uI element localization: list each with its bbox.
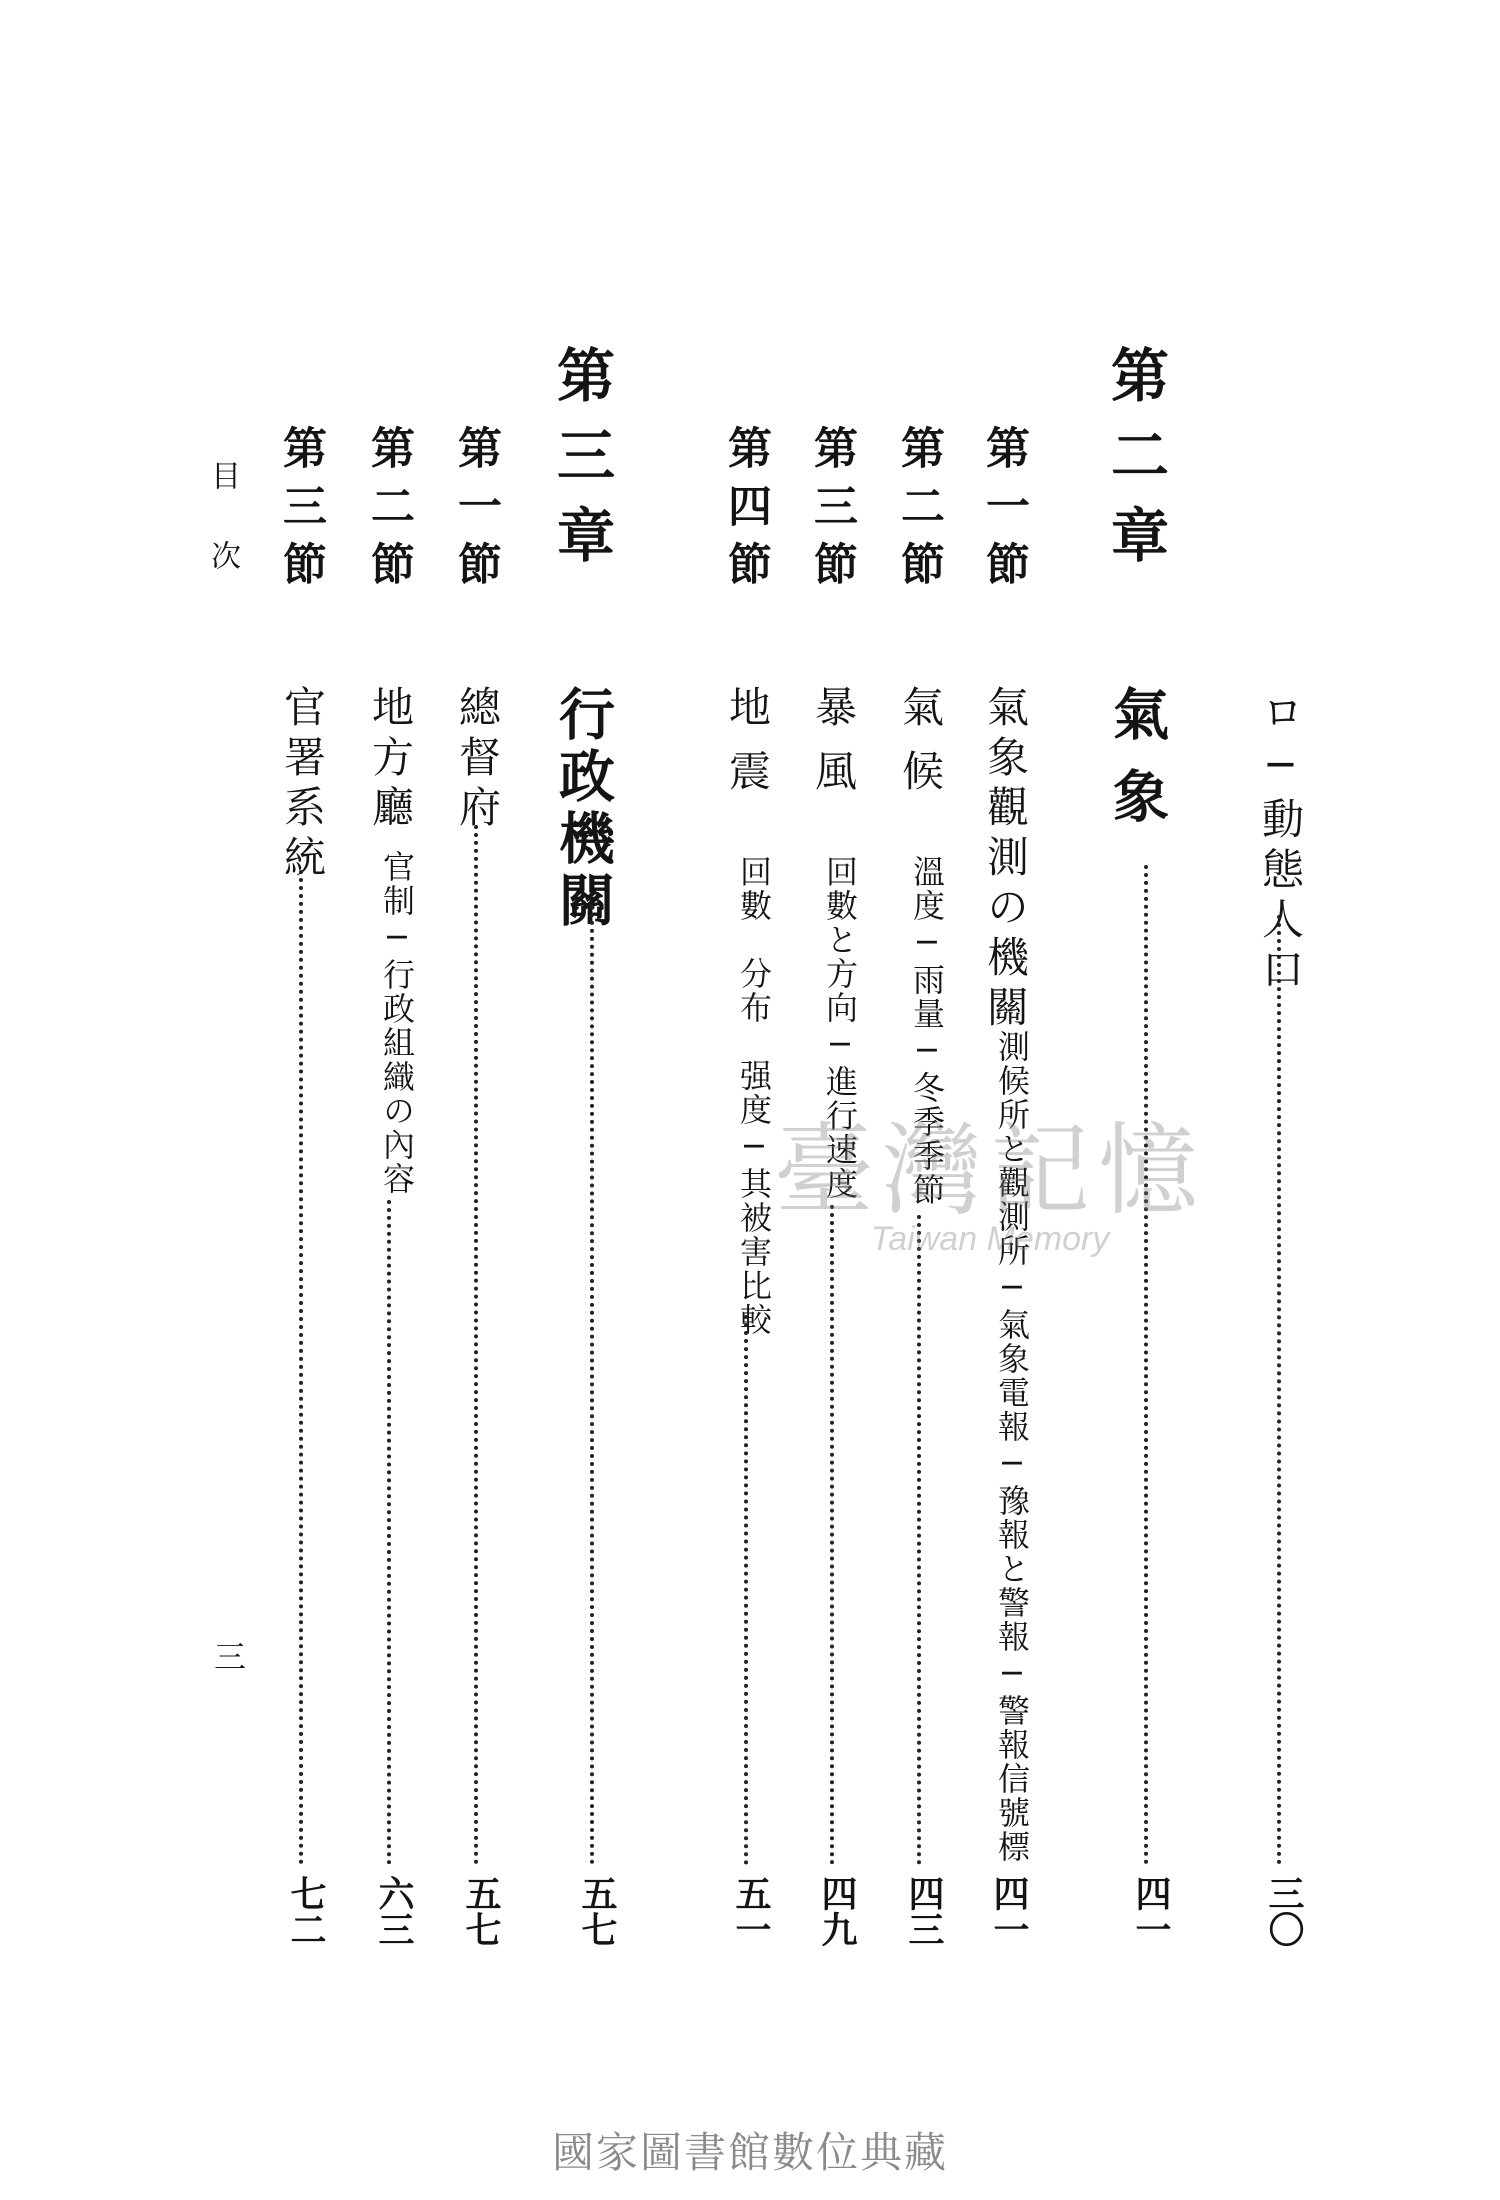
chapter-title: 行政機關 xyxy=(550,685,616,933)
section-subtopics: 回數 分布 强度─其被害比較 xyxy=(735,855,773,1337)
page-ref: 四九 xyxy=(816,1875,858,1947)
running-head: 目次 xyxy=(205,460,240,620)
page-ref: 五七 xyxy=(460,1875,502,1947)
page-ref: 四一 xyxy=(1130,1875,1172,1947)
page-ref: 五一 xyxy=(730,1875,772,1947)
toc-entry-dynamic-population xyxy=(1250,0,1310,2200)
leader-dots xyxy=(1277,915,1281,1865)
leader-dots xyxy=(299,870,303,1865)
section-heading: 第四節 xyxy=(720,425,771,599)
leader-dots xyxy=(1144,865,1148,1865)
section-heading: 第一節 xyxy=(450,425,501,599)
section-title: 氣候 xyxy=(896,685,945,813)
section-heading: 第三節 xyxy=(806,425,857,599)
leader-dots xyxy=(830,1205,834,1865)
page-ref: 四三 xyxy=(903,1875,945,1947)
section-title: 暴風 xyxy=(809,685,858,813)
leader-dots xyxy=(590,905,594,1865)
toc-chapter-3 xyxy=(547,0,623,2200)
leader-dots xyxy=(387,1200,391,1865)
leader-dots xyxy=(917,1215,921,1865)
chapter-heading: 第三章 xyxy=(547,345,615,585)
leader-dots xyxy=(744,1315,748,1865)
section-title: 氣象觀測の機關 xyxy=(981,685,1030,1035)
page-number: 三 xyxy=(209,1640,247,1672)
section-subtopics: 測候所と觀測所─氣象電報─豫報と警報─警報信號標 xyxy=(993,1030,1031,1864)
chapter-heading: 第二章 xyxy=(1101,345,1169,585)
section-title: 地震 xyxy=(723,685,772,813)
section-subtopics: 溫度─雨量─冬季季節 xyxy=(908,855,946,1207)
watermark xyxy=(770,1090,1210,1259)
section-heading: 第二節 xyxy=(363,425,414,599)
watermark-cn: 臺灣記憶 xyxy=(774,1112,1206,1229)
page-ref: 六三 xyxy=(373,1875,415,1947)
page-ref: 四一 xyxy=(988,1875,1030,1947)
page-ref: 三〇 xyxy=(1263,1875,1305,1947)
footer-collection-label: 國家圖書館數位典藏 xyxy=(551,2128,948,2177)
watermark-en: Taiwan Memory xyxy=(870,1220,1110,1258)
section-heading: 第一節 xyxy=(978,425,1029,599)
section-title: 官署系統 xyxy=(278,685,327,885)
section-title: 總督府 xyxy=(453,685,502,835)
toc-section-3-3 xyxy=(272,0,332,2200)
section-heading: 第三節 xyxy=(275,425,326,599)
page-ref: 七二 xyxy=(285,1875,327,1947)
leader-dots xyxy=(474,825,478,1865)
section-subtopics: 回數と方向─進行速度 xyxy=(821,855,859,1201)
toc-section-2-4 xyxy=(717,0,777,2200)
section-subtopics: 官制─行政組織の內容 xyxy=(378,850,416,1196)
section-heading: 第二節 xyxy=(893,425,944,599)
section-title: 地方廳 xyxy=(366,685,415,835)
page-ref: 五七 xyxy=(576,1875,618,1947)
toc-section-3-1 xyxy=(447,0,507,2200)
chapter-title: 氣象 xyxy=(1104,685,1170,849)
entry-title: ロ─動態人口 xyxy=(1256,690,1305,997)
toc-section-3-2 xyxy=(360,0,420,2200)
